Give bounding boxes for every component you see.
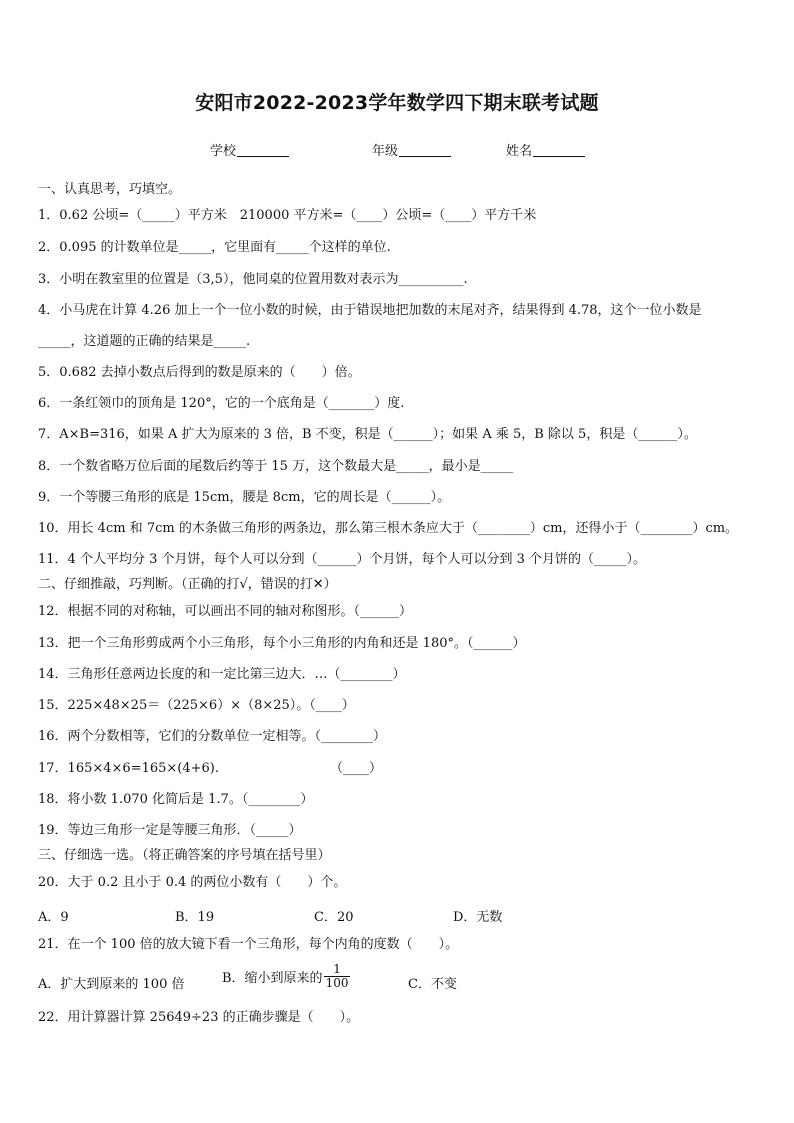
- question-10: 10．用长 4cm 和 7cm 的木条做三角形的两条边，那么第三根木条应大于（________）cm，还得小于（________）cm。: [38, 521, 739, 536]
- question-18: 18．将小数 1.070 化简后是 1.7。（________）: [38, 792, 314, 807]
- q21-option-b-text: B．缩小到原来的: [222, 971, 323, 986]
- section-heading-1: 一、认真思考，巧填空。: [38, 182, 182, 197]
- question-17: 17．165×4×6=165×(4+6).: [38, 761, 219, 776]
- question-11: 11．4 个人平均分 3 个月饼，每个人可以分到（______）个月饼，每个人可以分到 3 个月饼的（_____）。: [38, 552, 647, 567]
- question-17-answer: （____）: [330, 761, 383, 776]
- q20-option-b: B．19: [175, 910, 215, 925]
- question-21: 21．在一个 100 倍的放大镜下看一个三角形，每个内角的度数（ ）。: [38, 937, 459, 952]
- question-16: 16．两个分数相等，它们的分数单位一定相等。（________）: [38, 729, 387, 744]
- question-15: 15．225×48×25＝（225×6）×（8×25）。（____）: [38, 698, 355, 713]
- fraction-denominator: 100: [325, 976, 349, 990]
- page-title: 安阳市2022-2023学年数学四下期末联考试题: [195, 92, 599, 114]
- section-heading-3: 三、仔细选一选。（将正确答案的序号填在括号里）: [38, 848, 331, 863]
- grade-field: [372, 140, 451, 159]
- question-22: 22．用计算器计算 25649÷23 的正确步骤是（ ）。: [38, 1010, 360, 1025]
- q21-option-c: C．不变: [408, 977, 457, 992]
- name-field: [506, 140, 585, 159]
- question-20: 20．大于 0.2 且小于 0.4 的两位小数有（ ）个。: [38, 875, 347, 890]
- school-field: [210, 140, 289, 159]
- question-6: 6．一条红领巾的顶角是 120°，它的一个底角是（_______）度.: [38, 396, 405, 411]
- name-blank: [533, 143, 585, 157]
- q21-option-a: A．扩大到原来的 100 倍: [38, 977, 185, 992]
- question-13: 13．把一个三角形剪成两个小三角形，每个小三角形的内角和还是 180°。（______）: [38, 636, 526, 651]
- question-4-line-1: 4．小马虎在计算 4.26 加上一个一位小数的时候，由于错误地把加数的末尾对齐，结果得到 4.78，这个一位小数是: [38, 303, 702, 318]
- question-12: 12．根据不同的对称轴，可以画出不同的轴对称图形。（______）: [38, 604, 413, 619]
- question-9: 9．一个等腰三角形的底是 15cm，腰是 8cm，它的周长是（______）。: [38, 490, 451, 505]
- q20-option-a: A．9: [38, 910, 69, 925]
- fraction-numerator: 1: [324, 963, 351, 977]
- question-3: 3．小明在教室里的位置是（3,5），他同桌的位置用数对表示为__________.: [38, 272, 468, 287]
- question-19: 19．等边三角形一定是等腰三角形．（_____）: [38, 823, 302, 838]
- question-14: 14．三角形任意两边长度的和一定比第三边大．…（________）: [38, 667, 406, 682]
- grade-label: 年级: [372, 144, 399, 159]
- q21-option-b: [222, 963, 350, 990]
- question-1: 1．0.62 公顷=（_____）平方米 210000 平方米=（____）公顷=（____）平方千米: [38, 208, 537, 223]
- school-label: 学校: [210, 144, 237, 159]
- question-2: 2．0.095 的计数单位是_____，它里面有_____个这样的单位.: [38, 240, 391, 255]
- section-heading-2: 二、仔细推敲，巧判断。（正确的打√，错误的打✕）: [38, 577, 337, 592]
- q20-option-d: D．无数: [453, 910, 503, 925]
- school-blank: [237, 143, 289, 157]
- name-label: 姓名: [506, 144, 533, 159]
- q20-option-c: C．20: [314, 910, 354, 925]
- question-5: 5．0.682 去掉小数点后得到的数是原来的（ ）倍。: [38, 365, 361, 380]
- question-8: 8．一个数省略万位后面的尾数后约等于 15 万，这个数最大是_____，最小是_____: [38, 459, 514, 474]
- question-4-line-2: _____，这道题的正确的结果是_____.: [38, 334, 251, 349]
- grade-blank: [399, 143, 451, 157]
- fraction-one-hundredth: [324, 963, 351, 990]
- question-7: 7．A×B=316，如果 A 扩大为原来的 3 倍，B 不变，积是（______）；如果 A 乘 5，B 除以 5，积是（______）。: [38, 427, 697, 442]
